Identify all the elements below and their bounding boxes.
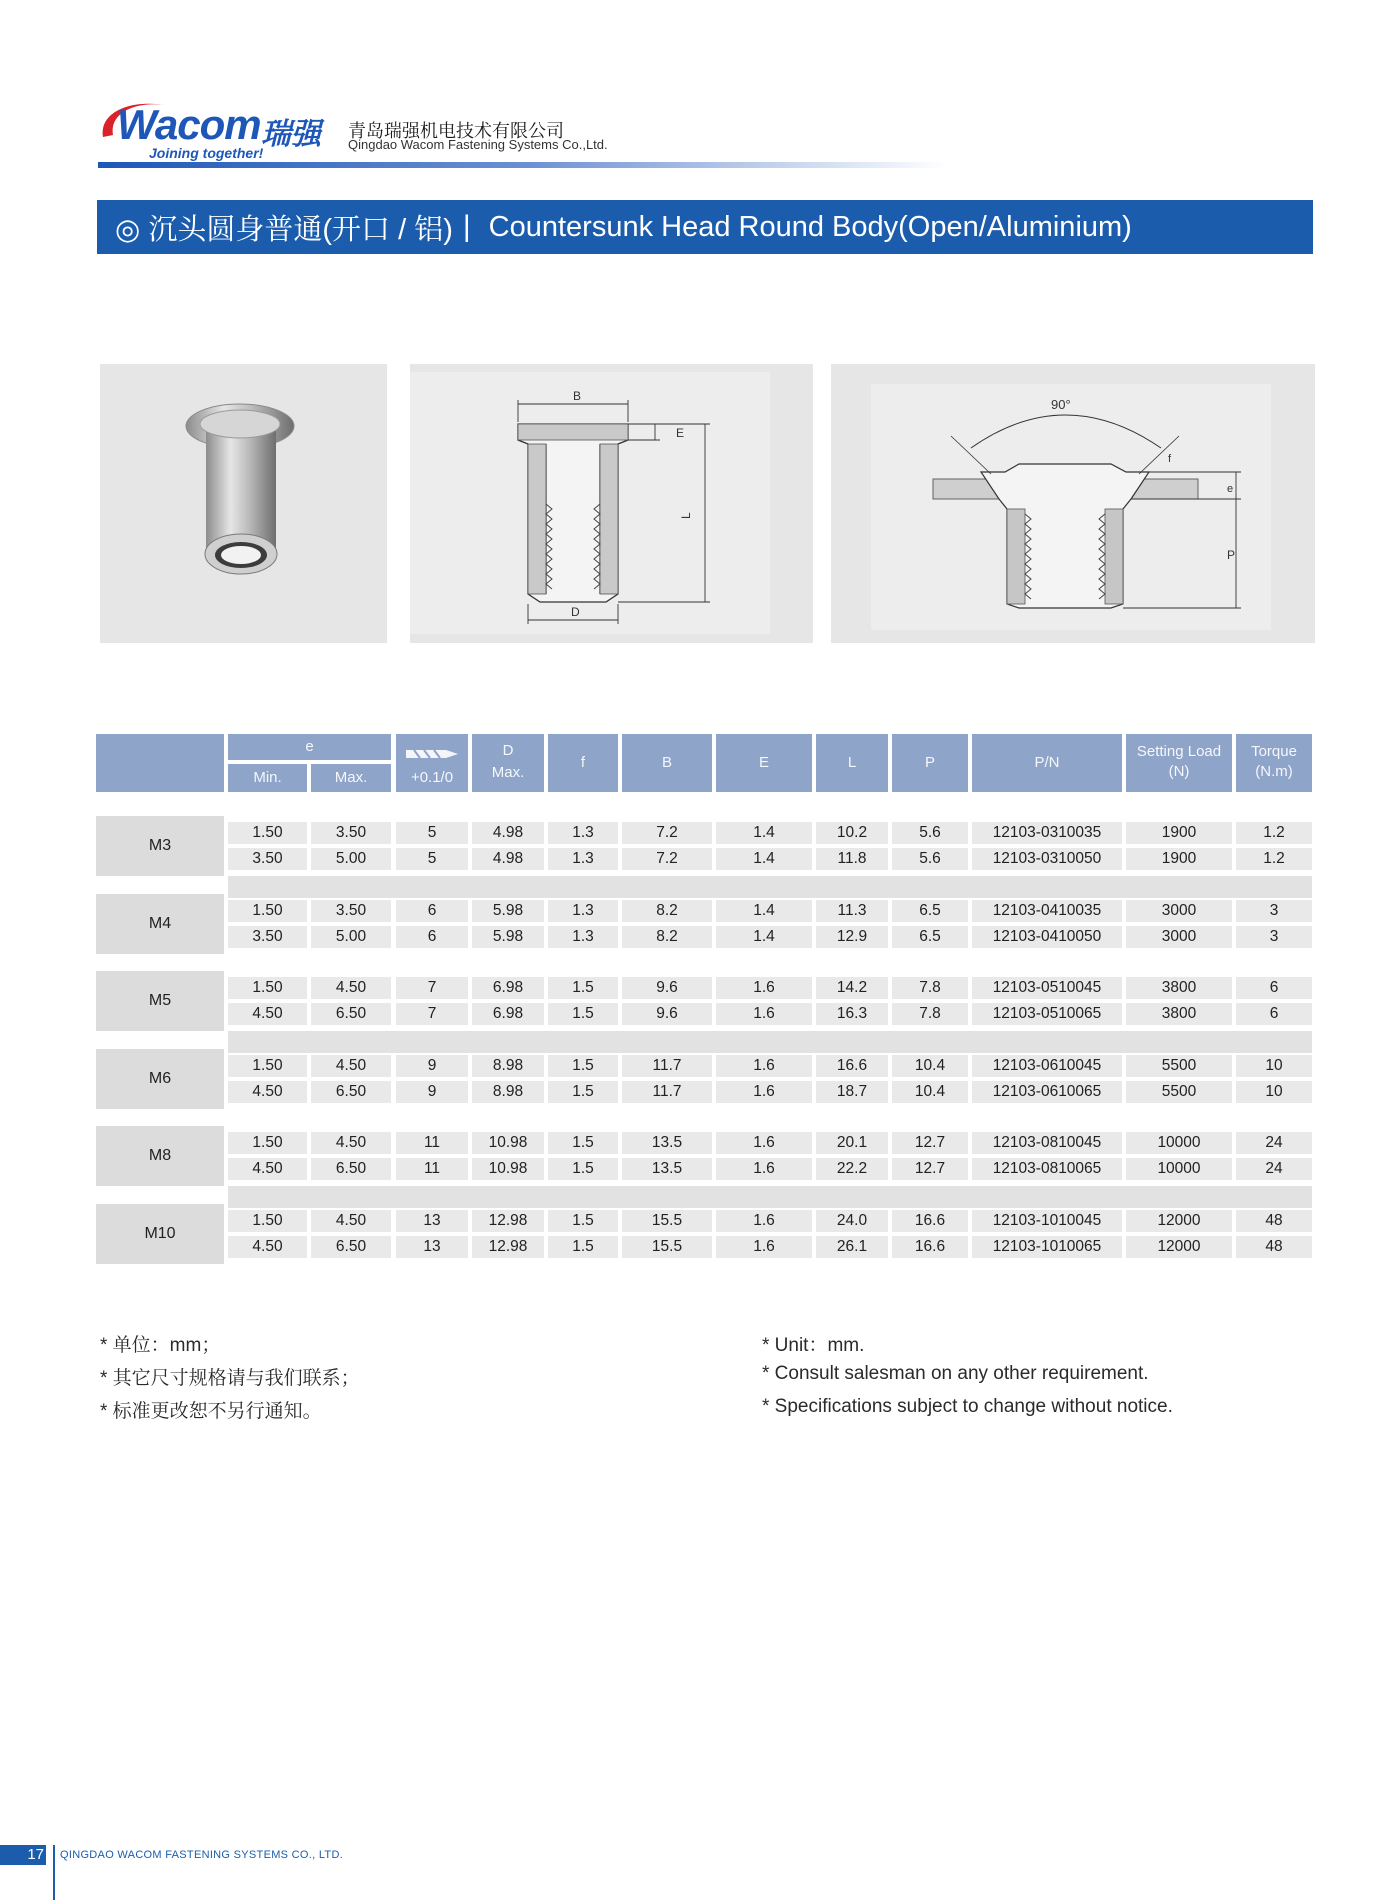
cell-load: 1900	[1126, 822, 1232, 844]
cell-pn: 12103-0510065	[972, 1003, 1122, 1025]
cell-e-max: 3.50	[311, 822, 391, 844]
cell-e-flange: 1.4	[716, 900, 812, 922]
cell-drill: 11	[396, 1132, 468, 1154]
cell-pn: 12103-0810045	[972, 1132, 1122, 1154]
cell-p: 12.7	[892, 1132, 968, 1154]
company-name-cn: 青岛瑞强机电技术有限公司	[348, 121, 564, 141]
company-name-en: Qingdao Wacom Fastening Systems Co.,Ltd.	[348, 137, 608, 152]
cell-f: 1.5	[548, 1055, 618, 1077]
header-load: Setting Load	[1136, 743, 1222, 760]
size-label: M5	[96, 971, 224, 1031]
cell-f: 1.3	[548, 822, 618, 844]
logo-chinese-name: 瑞强	[261, 118, 321, 151]
cell-l: 26.1	[816, 1236, 888, 1258]
cell-e-flange: 1.4	[716, 926, 812, 948]
cell-e-flange: 1.6	[716, 1236, 812, 1258]
title-separator: |	[462, 210, 471, 243]
cell-e-flange: 1.6	[716, 1055, 812, 1077]
cell-pn: 12103-0310035	[972, 822, 1122, 844]
cell-pn: 12103-0410050	[972, 926, 1122, 948]
header-torque: Torque	[1251, 743, 1297, 760]
cell-pn: 12103-0410035	[972, 900, 1122, 922]
cell-load: 3000	[1126, 926, 1232, 948]
cell-f: 1.5	[548, 1132, 618, 1154]
header-drill: +0.1/0	[410, 769, 454, 786]
cell-b: 13.5	[622, 1158, 712, 1180]
cell-d-max: 12.98	[472, 1210, 544, 1232]
size-label: M3	[96, 816, 224, 876]
cell-load: 3800	[1126, 1003, 1232, 1025]
page-number: 17	[0, 1845, 46, 1865]
cell-pn: 12103-0810065	[972, 1158, 1122, 1180]
note-cn-consult: * 其它尺寸规格请与我们联系；	[100, 1368, 360, 1389]
cell-b: 7.2	[622, 822, 712, 844]
section-title-bar	[97, 200, 1313, 254]
title-cn: ◎ 沉头圆身普通(开口 / 铝)	[115, 213, 453, 246]
footer-company: QINGDAO WACOM FASTENING SYSTEMS CO., LTD.	[60, 1849, 344, 1861]
cell-p: 12.7	[892, 1158, 968, 1180]
title-en: Countersunk Head Round Body(Open/Aluminium)	[488, 210, 1132, 243]
footer-divider	[53, 1845, 55, 1900]
install-label-angle: 90°	[1051, 397, 1071, 412]
cell-d-max: 12.98	[472, 1236, 544, 1258]
cell-torque: 10	[1236, 1081, 1312, 1103]
cell-p: 7.8	[892, 1003, 968, 1025]
cell-drill: 9	[396, 1055, 468, 1077]
cell-e-min: 4.50	[228, 1236, 307, 1258]
cell-p: 5.6	[892, 822, 968, 844]
cell-e-max: 5.00	[311, 848, 391, 870]
cell-p: 7.8	[892, 977, 968, 999]
install-label-p: P	[1227, 548, 1236, 562]
cell-load: 5500	[1126, 1081, 1232, 1103]
cell-pn: 12103-1010045	[972, 1210, 1122, 1232]
header-pn: P/N	[972, 734, 1122, 792]
cell-e-min: 3.50	[228, 926, 307, 948]
cell-torque: 24	[1236, 1132, 1312, 1154]
cell-f: 1.3	[548, 900, 618, 922]
cell-l: 18.7	[816, 1081, 888, 1103]
header-e-group	[228, 734, 391, 792]
cell-f: 1.5	[548, 1081, 618, 1103]
header-e-flange: E	[716, 734, 812, 792]
header-e: e	[228, 734, 391, 760]
cell-torque: 6	[1236, 977, 1312, 999]
cell-pn: 12103-1010065	[972, 1236, 1122, 1258]
cell-pn: 12103-0610065	[972, 1081, 1122, 1103]
dim-label-d: D	[571, 605, 580, 619]
cell-e-max: 3.50	[311, 900, 391, 922]
cell-load: 10000	[1126, 1132, 1232, 1154]
cell-d-max: 10.98	[472, 1132, 544, 1154]
cell-b: 9.6	[622, 977, 712, 999]
cell-e-flange: 1.6	[716, 1210, 812, 1232]
cell-pn: 12103-0310050	[972, 848, 1122, 870]
header-e-min: Min.	[228, 764, 307, 792]
cell-l: 14.2	[816, 977, 888, 999]
cell-l: 11.8	[816, 848, 888, 870]
header-load-unit: (N)	[1168, 763, 1190, 780]
header-p: P	[892, 734, 968, 792]
cell-b: 8.2	[622, 926, 712, 948]
cell-p: 6.5	[892, 926, 968, 948]
cell-drill: 7	[396, 977, 468, 999]
cell-e-min: 4.50	[228, 1158, 307, 1180]
cell-drill: 13	[396, 1236, 468, 1258]
install-label-e: e	[1227, 483, 1234, 495]
cell-l: 20.1	[816, 1132, 888, 1154]
cell-e-max: 4.50	[311, 1055, 391, 1077]
cell-l: 11.3	[816, 900, 888, 922]
cell-d-max: 6.98	[472, 1003, 544, 1025]
cell-f: 1.5	[548, 1158, 618, 1180]
logo-wordmark: Wacom	[117, 101, 261, 148]
cell-e-max: 6.50	[311, 1236, 391, 1258]
header-d-group	[472, 734, 544, 792]
cell-e-flange: 1.4	[716, 848, 812, 870]
rivet-nut-photo-icon	[100, 364, 387, 643]
cell-e-min: 1.50	[228, 1210, 307, 1232]
header-drill-group	[396, 734, 468, 792]
cell-e-max: 6.50	[311, 1003, 391, 1025]
header-d-max: Max.	[491, 764, 525, 781]
header-b: B	[622, 734, 712, 792]
header-torque-unit: (N.m)	[1255, 763, 1293, 780]
cell-f: 1.5	[548, 1210, 618, 1232]
cell-pn: 12103-0610045	[972, 1055, 1122, 1077]
cell-l: 16.3	[816, 1003, 888, 1025]
cell-e-max: 4.50	[311, 977, 391, 999]
product-photo	[100, 364, 387, 643]
size-label: M8	[96, 1126, 224, 1186]
cell-p: 5.6	[892, 848, 968, 870]
cell-load: 3000	[1126, 900, 1232, 922]
cell-f: 1.3	[548, 926, 618, 948]
cell-torque: 48	[1236, 1236, 1312, 1258]
cell-e-min: 4.50	[228, 1003, 307, 1025]
cell-e-max: 6.50	[311, 1081, 391, 1103]
install-label-f: f	[1168, 453, 1172, 465]
cell-b: 7.2	[622, 848, 712, 870]
header-divider	[98, 162, 948, 168]
cell-p: 6.5	[892, 900, 968, 922]
cell-drill: 13	[396, 1210, 468, 1232]
cell-e-max: 5.00	[311, 926, 391, 948]
cell-load: 10000	[1126, 1158, 1232, 1180]
dim-label-e: E	[676, 426, 685, 440]
cell-drill: 5	[396, 848, 468, 870]
cell-d-max: 8.98	[472, 1081, 544, 1103]
cell-torque: 48	[1236, 1210, 1312, 1232]
cell-b: 9.6	[622, 1003, 712, 1025]
cell-d-max: 4.98	[472, 822, 544, 844]
note-en-change: * Specifications subject to change without notice.	[762, 1396, 1173, 1417]
cell-d-max: 4.98	[472, 848, 544, 870]
cell-torque: 3	[1236, 900, 1312, 922]
cell-torque: 24	[1236, 1158, 1312, 1180]
row-separator	[228, 1186, 1312, 1208]
installation-drawing-icon	[831, 364, 1315, 643]
installation-drawing	[831, 364, 1315, 643]
cell-p: 10.4	[892, 1055, 968, 1077]
cell-l: 10.2	[816, 822, 888, 844]
cell-e-min: 1.50	[228, 1055, 307, 1077]
size-label: M6	[96, 1049, 224, 1109]
note-cn-change: * 标准更改恕不另行通知。	[100, 1401, 322, 1422]
cell-f: 1.5	[548, 1003, 618, 1025]
cell-e-max: 4.50	[311, 1132, 391, 1154]
cell-e-max: 6.50	[311, 1158, 391, 1180]
size-label: M10	[96, 1204, 224, 1264]
cell-b: 11.7	[622, 1081, 712, 1103]
cell-d-max: 6.98	[472, 977, 544, 999]
cell-e-min: 1.50	[228, 822, 307, 844]
note-cn-unit: * 单位：mm；	[100, 1335, 221, 1356]
dim-label-l: L	[679, 512, 693, 519]
header-torque-group	[1236, 734, 1312, 792]
dimension-drawing-icon	[410, 364, 813, 643]
cell-p: 16.6	[892, 1210, 968, 1232]
cell-load: 12000	[1126, 1236, 1232, 1258]
cell-l: 12.9	[816, 926, 888, 948]
cell-e-flange: 1.6	[716, 1158, 812, 1180]
cell-drill: 5	[396, 822, 468, 844]
dim-label-b: B	[573, 389, 582, 403]
dimension-drawing	[410, 364, 813, 643]
cell-e-max: 4.50	[311, 1210, 391, 1232]
cell-e-flange: 1.6	[716, 1081, 812, 1103]
cell-load: 1900	[1126, 848, 1232, 870]
cell-e-min: 4.50	[228, 1081, 307, 1103]
cell-b: 11.7	[622, 1055, 712, 1077]
header-f: f	[548, 734, 618, 792]
cell-load: 3800	[1126, 977, 1232, 999]
cell-torque: 10	[1236, 1055, 1312, 1077]
cell-f: 1.5	[548, 1236, 618, 1258]
cell-drill: 6	[396, 926, 468, 948]
header-e-max: Max.	[311, 764, 391, 792]
cell-p: 16.6	[892, 1236, 968, 1258]
cell-e-min: 3.50	[228, 848, 307, 870]
cell-torque: 6	[1236, 1003, 1312, 1025]
cell-load: 5500	[1126, 1055, 1232, 1077]
size-label: M4	[96, 894, 224, 954]
cell-f: 1.3	[548, 848, 618, 870]
note-en-unit: * Unit：mm.	[762, 1335, 865, 1356]
cell-e-min: 1.50	[228, 900, 307, 922]
cell-e-flange: 1.6	[716, 1003, 812, 1025]
row-separator	[228, 876, 1312, 898]
cell-e-min: 1.50	[228, 1132, 307, 1154]
cell-drill: 9	[396, 1081, 468, 1103]
cell-e-min: 1.50	[228, 977, 307, 999]
cell-e-flange: 1.4	[716, 822, 812, 844]
cell-l: 24.0	[816, 1210, 888, 1232]
cell-b: 13.5	[622, 1132, 712, 1154]
cell-e-flange: 1.6	[716, 1132, 812, 1154]
cell-f: 1.5	[548, 977, 618, 999]
cell-torque: 1.2	[1236, 848, 1312, 870]
header-size-blank	[96, 734, 224, 792]
cell-drill: 11	[396, 1158, 468, 1180]
cell-load: 12000	[1126, 1210, 1232, 1232]
cell-torque: 3	[1236, 926, 1312, 948]
cell-e-flange: 1.6	[716, 977, 812, 999]
note-en-consult: * Consult salesman on any other requirement.	[762, 1363, 1149, 1384]
cell-torque: 1.2	[1236, 822, 1312, 844]
drill-bit-icon	[406, 748, 460, 760]
logo-slogan: Joining together!	[149, 145, 264, 161]
cell-b: 8.2	[622, 900, 712, 922]
cell-l: 16.6	[816, 1055, 888, 1077]
cell-b: 15.5	[622, 1210, 712, 1232]
cell-l: 22.2	[816, 1158, 888, 1180]
cell-drill: 6	[396, 900, 468, 922]
cell-d-max: 5.98	[472, 900, 544, 922]
row-separator	[228, 1031, 1312, 1053]
cell-drill: 7	[396, 1003, 468, 1025]
cell-d-max: 10.98	[472, 1158, 544, 1180]
header-load-group	[1126, 734, 1232, 792]
header-l: L	[816, 734, 888, 792]
cell-p: 10.4	[892, 1081, 968, 1103]
company-logo	[95, 95, 335, 165]
cell-d-max: 5.98	[472, 926, 544, 948]
cell-b: 15.5	[622, 1236, 712, 1258]
cell-d-max: 8.98	[472, 1055, 544, 1077]
cell-pn: 12103-0510045	[972, 977, 1122, 999]
header-d: D	[502, 742, 514, 759]
